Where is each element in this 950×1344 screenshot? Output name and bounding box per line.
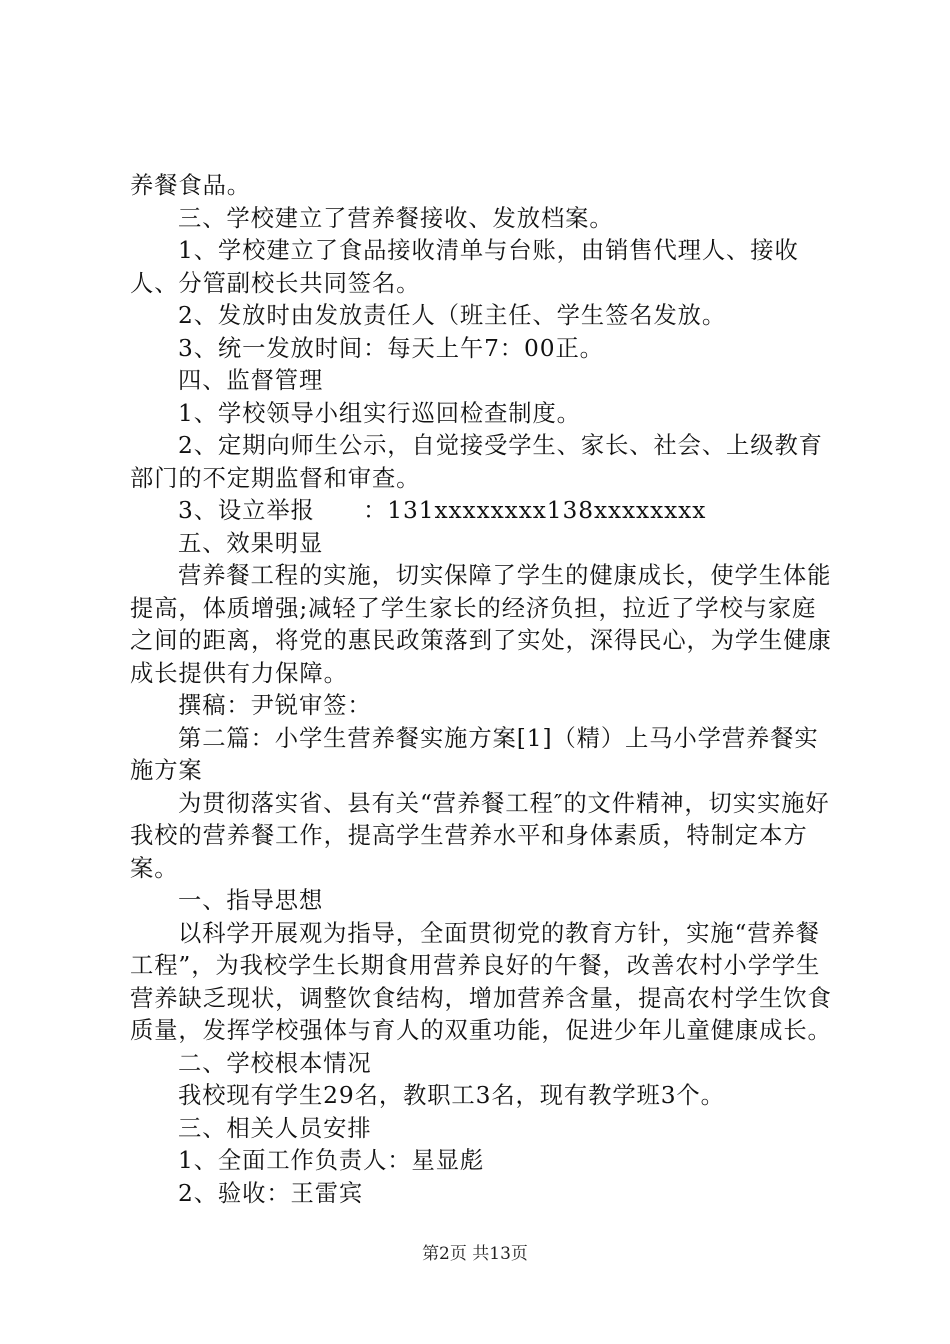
page-footer: 第2页 共13页 [422,1244,528,1264]
paragraph: 四、监督管理 [178,367,324,394]
paragraph: 2、定期向师生公示，自觉接受学生、家长、社会、上级教育部门的不定期监督和审查。 [130,432,823,492]
paragraph: 一、指导思想 [178,887,324,914]
paragraph: 第二篇：小学生营养餐实施方案[1]（精）上马小学营养餐实施方案 [130,724,819,784]
paragraph: 3、设立举报 ：131xxxxxxxx138xxxxxxxx [178,497,707,524]
paragraph: 1、学校建立了食品接收清单与台账，由销售代理人、接收人、分管副校长共同签名。 [130,237,799,297]
paragraph: 以科学开展观为指导，全面贯彻党的教育方针，实施“营养餐工程”，为我校学生长期食用营养良好的午餐，改善农村小学学生营养缺乏现状，调整饮食结构，增加营养含量，提高农村学生饮食质量，发挥学校强体与育人的双重功能，促进少年儿童健康成长。 [130,919,832,1044]
paragraph: 2、发放时由发放责任人（班主任、学生签名发放。 [178,302,727,329]
paragraph: 二、学校根本情况 [178,1049,372,1077]
paragraph: 养餐食品。 [130,172,251,199]
paragraph: 三、学校建立了营养餐接收、发放档案。 [178,204,614,232]
paragraph: 3、统一发放时间：每天上午7：00正。 [178,334,604,362]
document-body [130,170,840,1210]
paragraph: 为贯彻落实省、县有关“营养餐工程″的文件精神，切实实施好我校的营养餐工作，提高学生营养水平和身体素质，特制定本方案。 [130,789,830,882]
paragraph: 五、效果明显 [178,529,324,557]
paragraph: 撰稿：尹锐审签： [178,692,372,719]
paragraph: 营养餐工程的实施，切实保障了学生的健康成长，使学生体能提高，体质增强;减轻了学生家长的经济负担，拉近了学校与家庭之间的距离，将党的惠民政策落到了实处，深得民心，为学生健康成长提供有力保障。 [130,562,832,687]
paragraph: 1、学校领导小组实行巡回检查制度。 [178,399,581,427]
paragraph: 1、全面工作负责人：星显彪 [178,1147,485,1174]
paragraph: 我校现有学生29名，教职工3名，现有教学班3个。 [178,1082,725,1109]
paragraph: 2、验收：王雷宾 [178,1179,364,1207]
paragraph: 三、相关人员安排 [178,1114,372,1142]
